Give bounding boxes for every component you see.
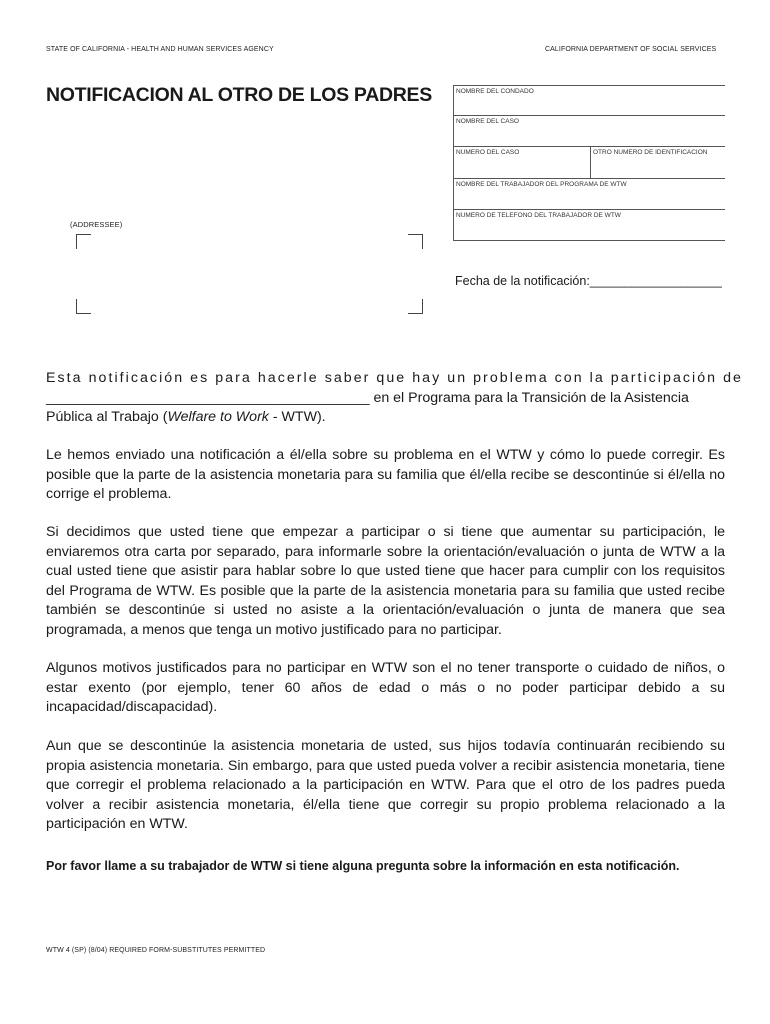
worker-name-label: NOMBRE DEL TRABAJADOR DEL PROGRAMA DE WTW: [456, 181, 627, 188]
paragraph-good-cause: Algunos motivos justificados para no participar en WTW son el no tener transporte o cuidado de niños, o estar exento (por ejemplo, tener 60 años de edad o más o no poder participar debido a su incapacidad/discapacidad).: [46, 660, 725, 716]
case-number-label: NUMERO DEL CASO: [456, 149, 520, 156]
paragraph-intro: [46, 369, 743, 428]
intro-line-3-end: - WTW).: [268, 409, 326, 426]
corner-mark-top-left: [76, 234, 91, 249]
case-name-field[interactable]: [453, 115, 725, 146]
form-footer: WTW 4 (SP) (8/04) REQUIRED FORM-SUBSTITUTES PERMITTED: [46, 947, 266, 954]
worker-phone-label: NUMERO DE TELEFONO DEL TRABAJADOR DE WTW: [456, 212, 621, 219]
department-header: CALIFORNIA DEPARTMENT OF SOCIAL SERVICES: [545, 46, 717, 53]
intro-line-2: _________________________________________ en el Programa para la Transición de la Asistencia: [46, 389, 689, 406]
corner-mark-bottom-left: [76, 299, 91, 314]
closing-instruction: Por favor llame a su trabajador de WTW si tiene alguna pregunta sobre la información en esta notificación.: [46, 859, 680, 873]
other-id-label: OTRO NUMERO DE IDENTIFICACION: [593, 149, 708, 156]
other-id-field[interactable]: [590, 146, 725, 178]
worker-phone-field[interactable]: [453, 209, 725, 241]
agency-header: STATE OF CALIFORNIA - HEALTH AND HUMAN SERVICES AGENCY: [46, 46, 274, 53]
notice-date: Fecha de la notificación:___________________: [455, 274, 722, 288]
county-name-label: NOMBRE DEL CONDADO: [456, 88, 534, 95]
intro-line-1: Esta notificación es para hacerle saber que hay un problema con la participación de: [46, 370, 743, 386]
worker-name-field[interactable]: [453, 178, 725, 209]
case-number-field[interactable]: [453, 146, 590, 178]
intro-line-3-start: Pública al Trabajo (: [46, 409, 168, 426]
page-title: NOTIFICACION AL OTRO DE LOS PADRES: [46, 84, 432, 106]
corner-mark-top-right: [408, 234, 423, 249]
program-name-italic: Welfare to Work: [167, 409, 269, 426]
corner-mark-bottom-right: [408, 299, 423, 314]
county-name-field[interactable]: [453, 85, 725, 115]
paragraph-notice-sent: Le hemos enviado una notificación a él/ella sobre su problema en el WTW y cómo lo puede corregir. Es posible que la parte de la asistencia monetaria para su familia que él/ella recibe se descontinúe si él/ella no corrige el problema.: [46, 447, 725, 503]
paragraph-participation: Si decidimos que usted tiene que empezar a participar o si tiene que aumentar su participación, le enviaremos otra carta por separado, para informarle sobre la orientación/evaluación o junta de WTW a la cual usted tiene que asistir para hablar sobre lo que usted tiene que hacer para cumplir con los requisitos del Programa de WTW. Es posible que la parte de la asistencia monetaria para su familia que usted recibe también se descontinúe si usted no asiste a la orientación/evaluación o junta de manera que sea programada, a menos que tenga un motivo justificado para no participar.: [46, 524, 725, 638]
case-name-label: NOMBRE DEL CASO: [456, 118, 519, 125]
paragraph-children-aid: Aun que se descontinúe la asistencia monetaria de usted, sus hijos todavía continuarán recibiendo su propia asistencia monetaria. Sin embargo, para que usted pueda volver a recibir asistencia monetaria, tiene que corregir el problema relacionado a la participación en WTW. Para que el otro de los padres pueda volver a recibir asistencia monetaria, él/ella tiene que corregir su propio problema relacionado a la participación en WTW.: [46, 738, 725, 833]
addressee-label: (ADDRESSEE): [70, 220, 123, 229]
intro-line-3: [46, 408, 725, 428]
